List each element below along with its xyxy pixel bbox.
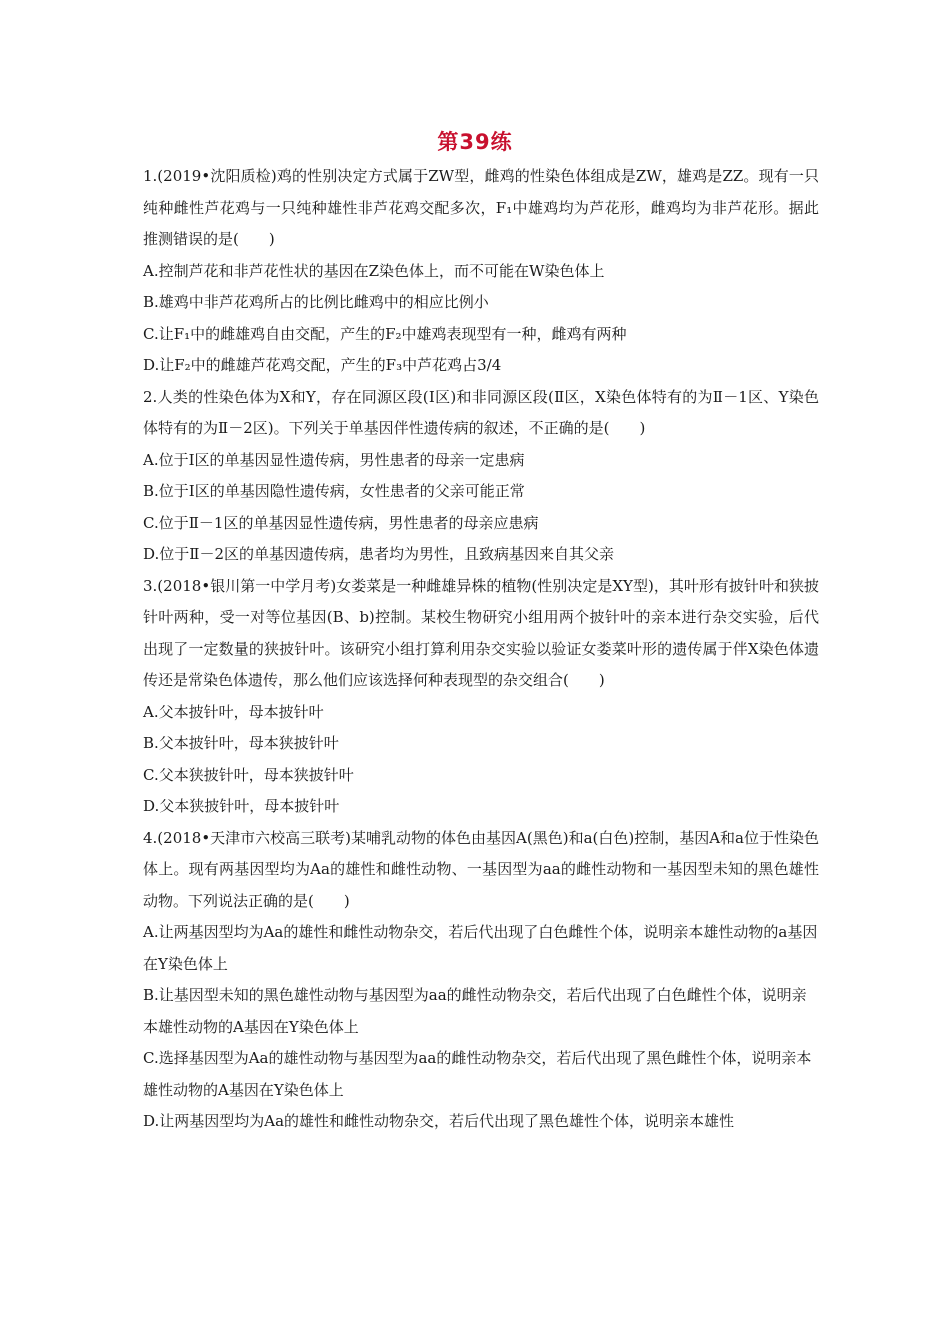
- option-b: B.让基因型未知的黑色雄性动物与基因型为aa的雌性动物杂交，若后代出现了白色雌性个体，说明亲本雄性动物的A基因在Y染色体上: [143, 986, 807, 1036]
- question-stem: 2.人类的性染色体为X和Y，存在同源区段(Ⅰ区)和非同源区段(Ⅱ区，X染色体特有的为Ⅱ－1区、Y染色体特有的为Ⅱ－2区)。下列关于单基因伴性遗传病的叙述，不正确的是( ): [143, 387, 819, 437]
- option-a: A.控制芦花和非芦花性状的基因在Z染色体上，而不可能在W染色体上: [143, 261, 605, 280]
- option-d: D.父本狭披针叶，母本披针叶: [143, 797, 340, 815]
- option-d: D.位于Ⅱ－2区的单基因遗传病，患者均为男性，且致病基因来自其父亲: [143, 545, 615, 563]
- question-3: [143, 571, 819, 823]
- question-stem: 3.(2018•银川第一中学月考)女娄菜是一种雌雄异株的植物(性别决定是XY型)，其叶形有披针叶和狭披针叶两种，受一对等位基因(B、b)控制。某校生物研究小组用两个披针叶的亲本进行杂交实验，后代出现了一定数量的狭披针叶。该研究小组打算利用杂交实验以验证女娄菜叶形的遗传属于伴X染色体遗传还是常染色体遗传，那么他们应该选择何种表现型的杂交组合( ): [143, 576, 819, 689]
- option-d: D.让F₂中的雌雄芦花鸡交配，产生的F₃中芦花鸡占3/4: [143, 356, 502, 374]
- option-d: D.让两基因型均为Aa的雄性和雌性动物杂交，若后代出现了黑色雄性个体，说明亲本雄性: [143, 1112, 735, 1130]
- option-b: B.雄鸡中非芦花鸡所占的比例比雌鸡中的相应比例小: [143, 293, 489, 311]
- option-c: C.选择基因型为Aa的雄性动物与基因型为aa的雌性动物杂交，若后代出现了黑色雌性个体，说明亲本雄性动物的A基因在Y染色体上: [143, 1049, 812, 1099]
- option-b: B.父本披针叶，母本狭披针叶: [143, 734, 339, 752]
- option-a: A.让两基因型均为Aa的雄性和雌性动物杂交，若后代出现了白色雌性个体，说明亲本雄性动物的a基因在Y染色体上: [143, 923, 818, 973]
- question-stem: 1.(2019•沈阳质检)鸡的性别决定方式属于ZW型，雌鸡的性染色体组成是ZW，雄鸡是ZZ。现有一只纯种雌性芦花鸡与一只纯种雄性非芦花鸡交配多次，F₁中雄鸡均为芦花形，雌鸡均为非芦花形。据此推测错误的是( ): [143, 167, 819, 248]
- question-2: [143, 382, 819, 571]
- page-title: 第39练: [437, 130, 513, 154]
- option-c: C.位于Ⅱ－1区的单基因显性遗传病，男性患者的母亲应患病: [143, 513, 539, 532]
- option-a: A.父本披针叶，母本披针叶: [143, 702, 324, 721]
- question-stem: 4.(2018•天津市六校高三联考)某哺乳动物的体色由基因A(黑色)和a(白色)控制，基因A和a位于性染色体上。现有两基因型均为Aa的雄性和雌性动物、一基因型为aa的雌性动物和一基因型未知的黑色雄性动物。下列说法正确的是( ): [143, 828, 819, 910]
- option-a: A.位于Ⅰ区的单基因显性遗传病，男性患者的母亲一定患病: [143, 450, 525, 469]
- option-b: B.位于Ⅰ区的单基因隐性遗传病，女性患者的父亲可能正常: [143, 482, 525, 500]
- question-1: [143, 161, 819, 382]
- option-c: C.让F₁中的雌雄鸡自由交配，产生的F₂中雄鸡表现型有一种，雌鸡有两种: [143, 324, 627, 343]
- option-c: C.父本狭披针叶，母本狭披针叶: [143, 765, 354, 784]
- question-list: [143, 161, 819, 1138]
- question-4: [143, 823, 819, 1138]
